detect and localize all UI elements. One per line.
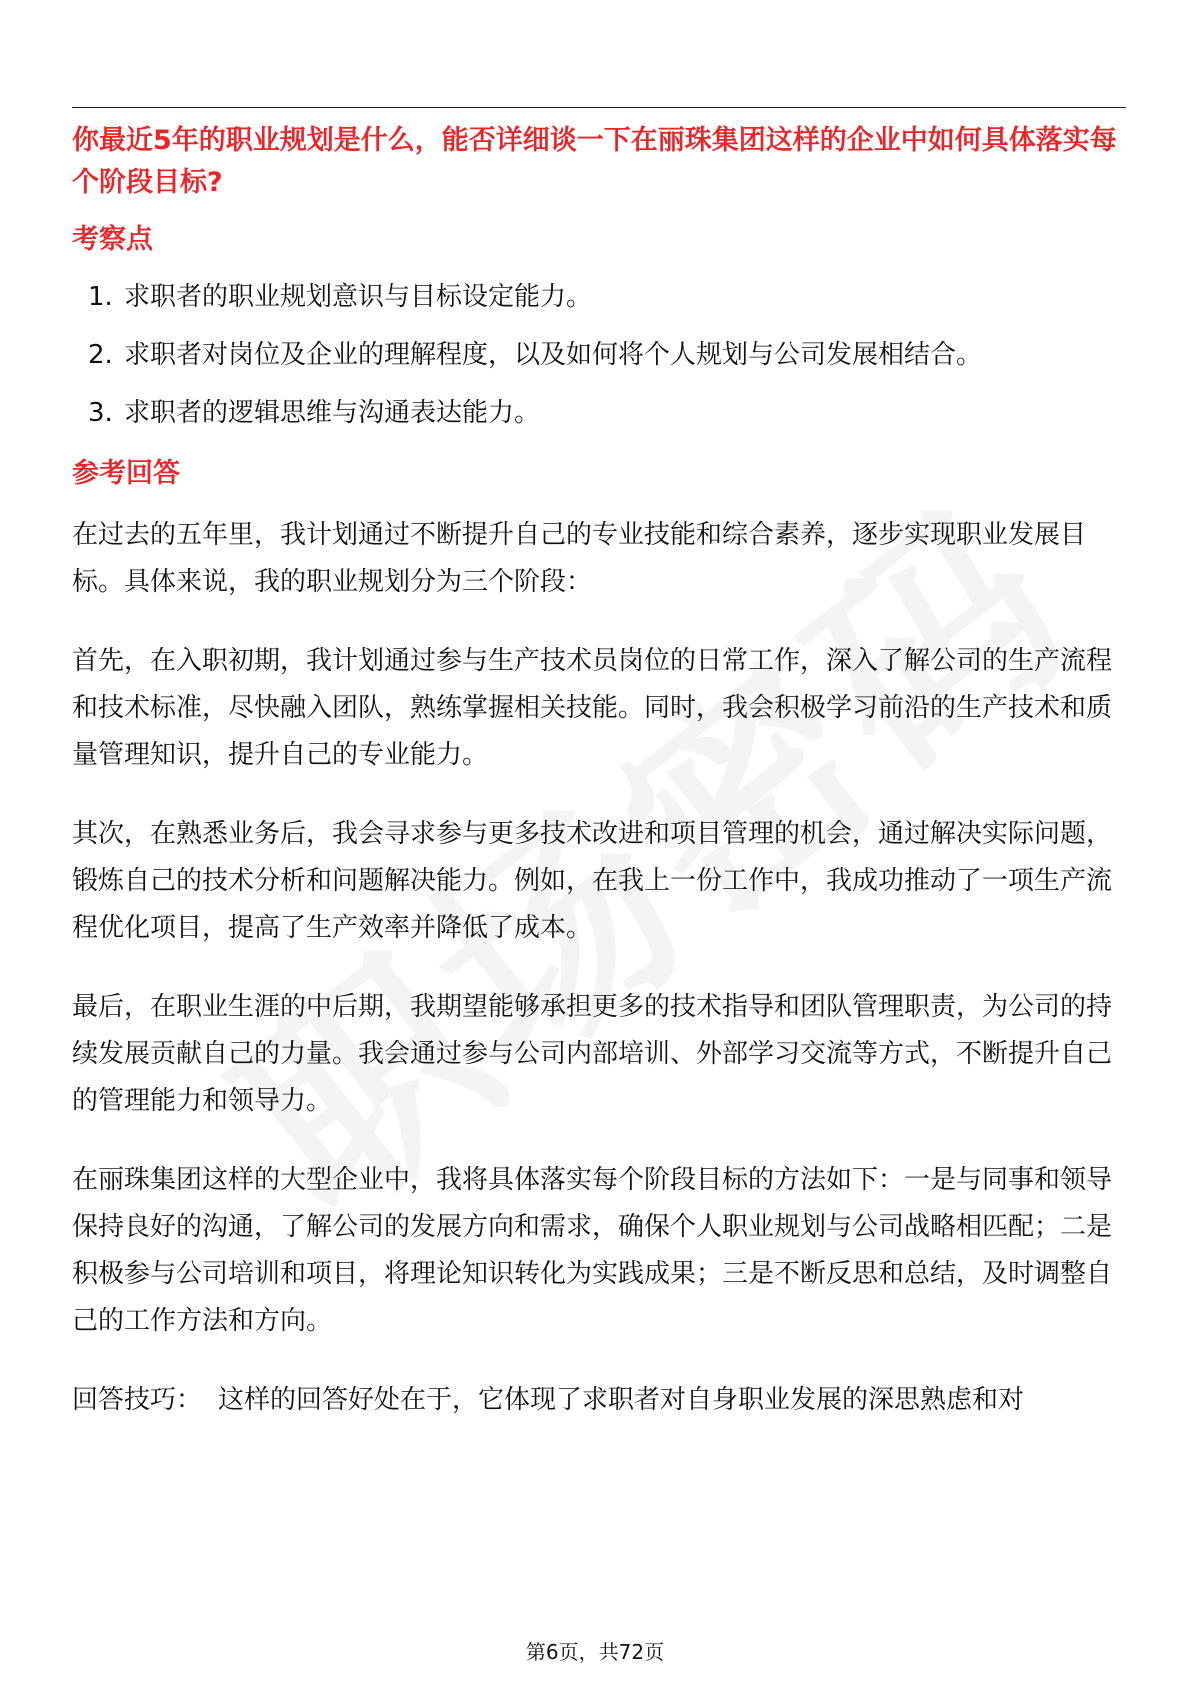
answer-paragraph-second-stage: 其次，在熟悉业务后，我会寻求参与更多技术改进和项目管理的机会，通过解决实际问题，锻炼自己的技术分析和问题解决能力。例如，在我上一份工作中，我成功推动了一项生产流程优化项目，提高了生产效率并降低了成本。 bbox=[72, 819, 1113, 943]
answer-paragraph-final-stage: 最后，在职业生涯的中后期，我期望能够承担更多的技术指导和团队管理职责，为公司的持续发展贡献自己的力量。我会通过参与公司内部培训、外部学习交流等方式，不断提升自己的管理能力和领导力。 bbox=[72, 992, 1113, 1116]
list-item-text: 求职者对岗位及企业的理解程度，以及如何将个人规划与公司发展相结合。 bbox=[124, 340, 983, 370]
points-list bbox=[72, 278, 1132, 432]
list-item-text: 求职者的职业规划意识与目标设定能力。 bbox=[124, 282, 593, 312]
list-item-text: 求职者的逻辑思维与沟通表达能力。 bbox=[124, 398, 541, 428]
list-item bbox=[72, 278, 1132, 316]
list-item-number: 3. bbox=[88, 398, 113, 428]
question-title: 你最近5年的职业规划是什么，能否详细谈一下在丽珠集团这样的企业中如何具体落实每个阶段目标? bbox=[72, 125, 1117, 198]
list-item-number: 2. bbox=[88, 340, 113, 370]
answer-paragraph-implementation: 在丽珠集团这样的大型企业中，我将具体落实每个阶段目标的方法如下：一是与同事和领导保持良好的沟通，了解公司的发展方向和需求，确保个人职业规划与公司战略相匹配；二是积极参与公司培训和项目，将理论知识转化为实践成果；三是不断反思和总结，及时调整自己的工作方法和方向。 bbox=[72, 1165, 1113, 1336]
points-heading: 考察点 bbox=[72, 224, 153, 255]
tip-label: 回答技巧： bbox=[72, 1385, 203, 1415]
list-item-number: 1. bbox=[88, 282, 113, 312]
document-body bbox=[72, 120, 1132, 1424]
top-divider bbox=[72, 107, 1126, 108]
list-item bbox=[72, 394, 1132, 432]
page-number: 第6页，共72页 bbox=[525, 1640, 665, 1664]
answer-tip bbox=[72, 1377, 1132, 1424]
tip-text: 这样的回答好处在于，它体现了求职者对自身职业发展的深思熟虑和对 bbox=[218, 1385, 1025, 1415]
list-item bbox=[72, 336, 1132, 374]
answer-paragraph-intro: 在过去的五年里，我计划通过不断提升自己的专业技能和综合素养，逐步实现职业发展目标。具体来说，我的职业规划分为三个阶段： bbox=[72, 520, 1087, 597]
answer-paragraph-first-stage: 首先，在入职初期，我计划通过参与生产技术员岗位的日常工作，深入了解公司的生产流程和技术标准，尽快融入团队，熟练掌握相关技能。同时，我会积极学习前沿的生产技术和质量管理知识，提升自己的专业能力。 bbox=[72, 646, 1113, 770]
answer-heading: 参考回答 bbox=[72, 458, 180, 489]
